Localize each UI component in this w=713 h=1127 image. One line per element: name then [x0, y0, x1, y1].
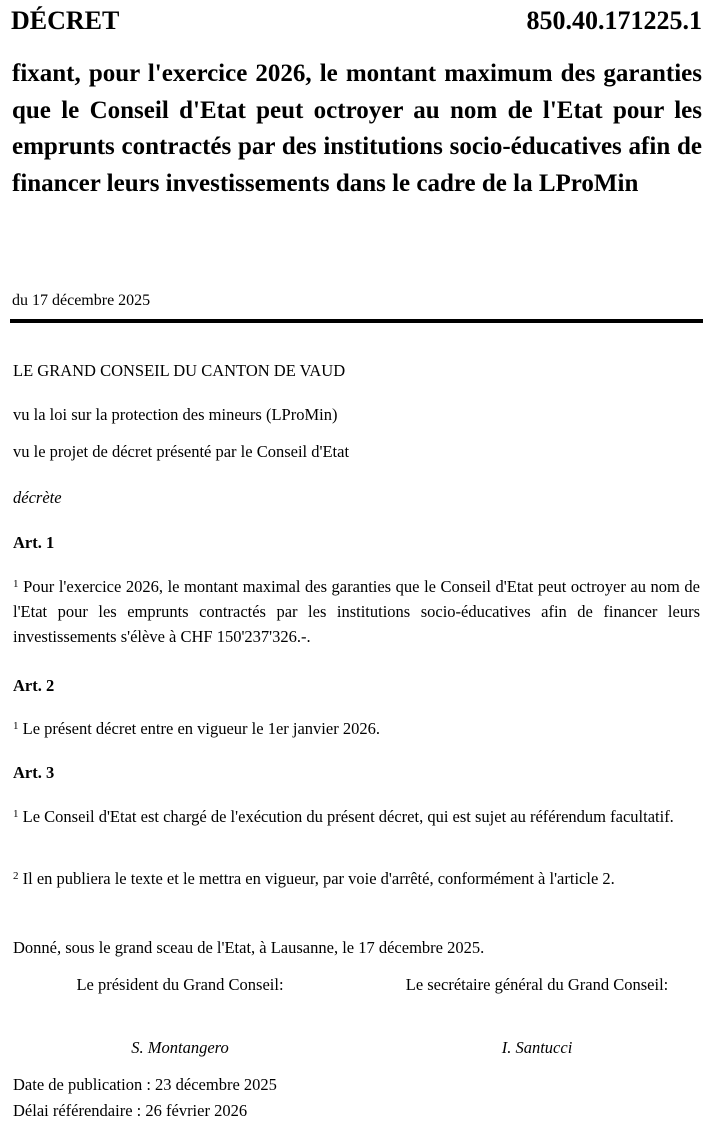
- article-1-paragraph-1: [13, 574, 700, 649]
- considerant-law: vu la loi sur la protection des mineurs (LProMin): [13, 405, 338, 424]
- signature-president-title: Le président du Grand Conseil:: [76, 975, 284, 994]
- paragraph-number: 2: [13, 870, 19, 882]
- document-number: 850.40.171225.1: [526, 6, 702, 35]
- article-3-paragraph-2: [13, 866, 700, 891]
- divider-rule: [10, 319, 703, 323]
- article-2-title: Art. 2: [13, 676, 55, 695]
- publication-date: Date de publication : 23 décembre 2025: [13, 1075, 277, 1094]
- signature-president-name: S. Montangero: [131, 1038, 229, 1057]
- decrete-label: décrète: [13, 488, 62, 507]
- document-type: DÉCRET: [11, 6, 120, 35]
- paragraph-number: 1: [13, 720, 19, 732]
- signature-secretary-name: I. Santucci: [501, 1038, 573, 1057]
- authority-heading: LE GRAND CONSEIL DU CANTON DE VAUD: [13, 361, 346, 380]
- decree-date: du 17 décembre 2025: [12, 292, 151, 309]
- paragraph-text: Le Conseil d'Etat est chargé de l'exécution du présent décret, qui est sujet au référendum facultatif.: [22, 807, 674, 826]
- paragraph-text: Il en publiera le texte et le mettra en vigueur, par voie d'arrêté, conformément à l'article 2.: [22, 869, 615, 888]
- article-1-title: Art. 1: [13, 533, 55, 552]
- article-2-paragraph-1: [13, 716, 700, 741]
- paragraph-text: Le présent décret entre en vigueur le 1er janvier 2026.: [22, 719, 380, 738]
- paragraph-number: 1: [13, 808, 19, 820]
- article-3-title: Art. 3: [13, 763, 55, 782]
- paragraph-number: 1: [13, 578, 19, 590]
- considerant-project: vu le projet de décret présenté par le Conseil d'Etat: [13, 442, 350, 461]
- given-statement: Donné, sous le grand sceau de l'Etat, à Lausanne, le 17 décembre 2025.: [13, 938, 485, 957]
- paragraph-text: Pour l'exercice 2026, le montant maximal des garanties que le Conseil d'Etat peut octroyer au nom de l'Etat pour les emprunts contractés par les institutions socio-éducatives afin de financer leurs investissements s'élève à CHF 150'237'326.-.: [13, 577, 701, 646]
- signature-secretary-title: Le secrétaire général du Grand Conseil:: [405, 975, 669, 994]
- article-3-paragraph-1: [13, 804, 700, 829]
- referendum-deadline: Délai référendaire : 26 février 2026: [13, 1101, 248, 1120]
- decree-title: fixant, pour l'exercice 2026, le montant maximum des garanties que le Conseil d'Etat peut octroyer au nom de l'Etat pour les emprunts contractés par des institutions socio-éducatives afin de financer leurs investissements dans le cadre de la LProMin: [12, 60, 702, 197]
